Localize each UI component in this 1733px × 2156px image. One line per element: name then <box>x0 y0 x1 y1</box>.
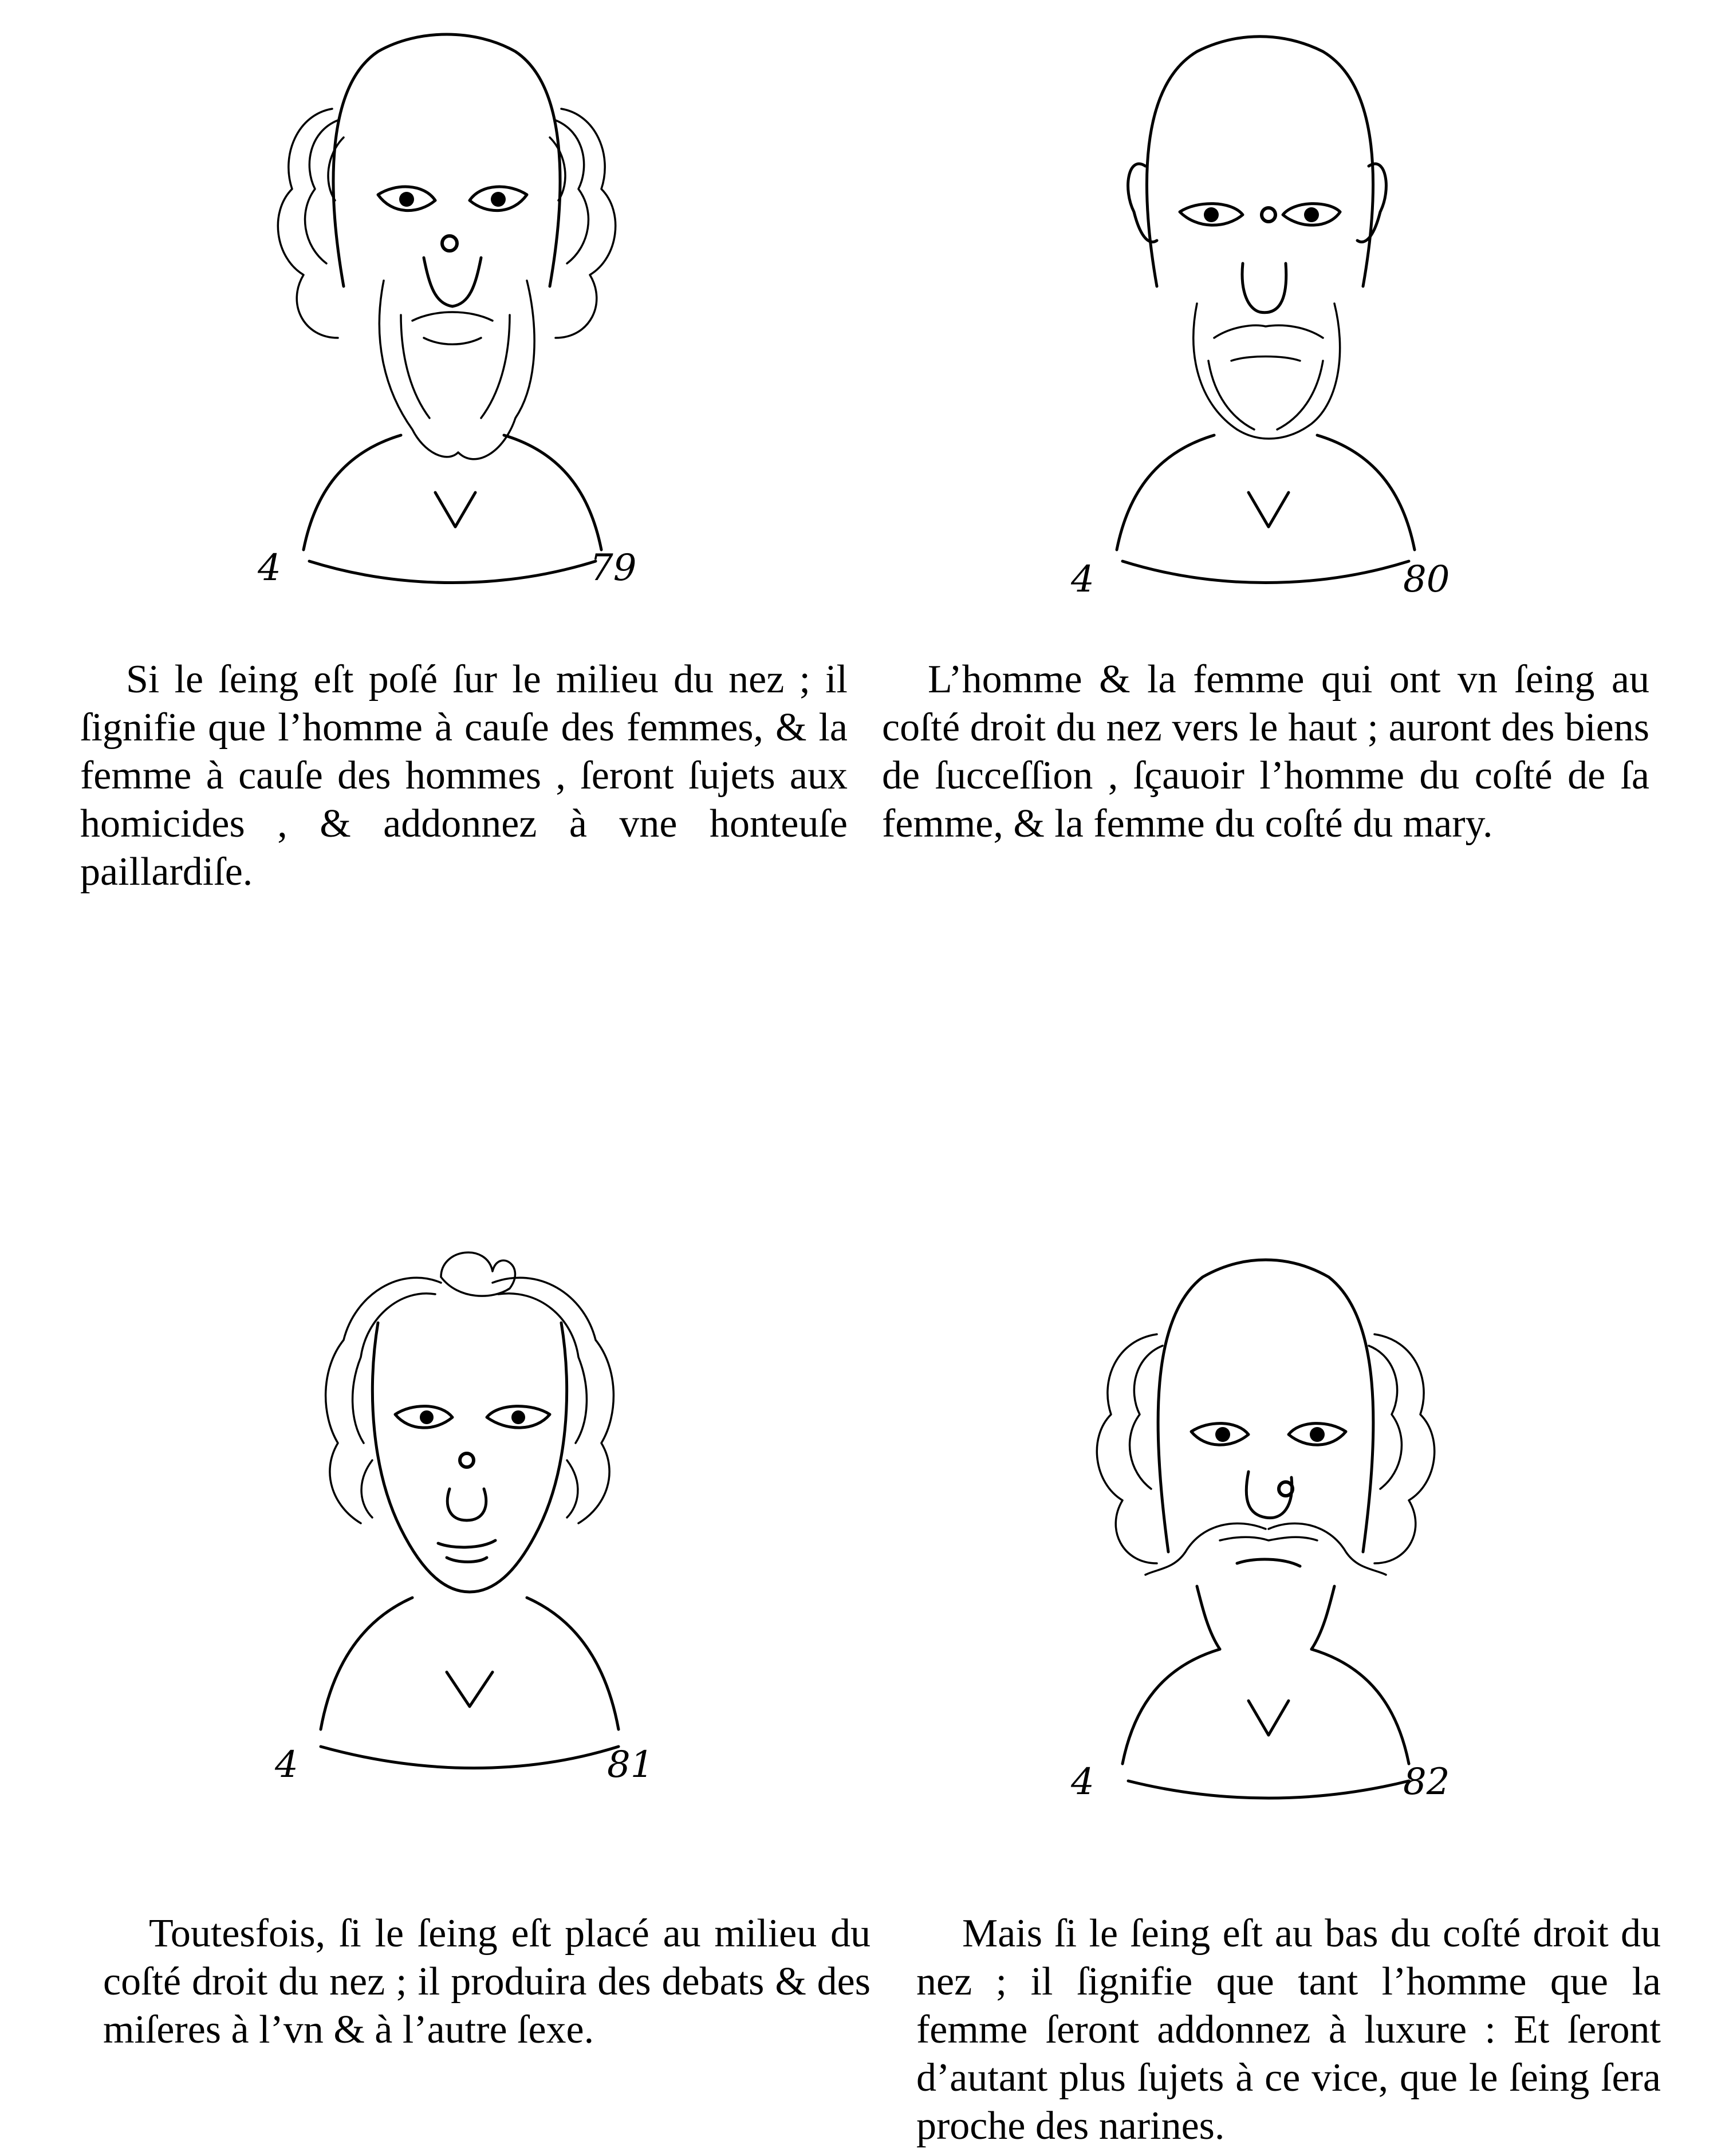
ear-left <box>1128 164 1157 242</box>
mustache <box>1145 1523 1386 1575</box>
plate-group-number: 4 <box>275 1744 298 1786</box>
bald-bearded-man-illustration <box>1042 17 1478 590</box>
curled-hair <box>326 1252 614 1523</box>
plate-number: 80 <box>1403 558 1450 601</box>
shoulders <box>304 435 401 550</box>
mole-mark <box>460 1453 474 1467</box>
bald-bearded-man-illustration <box>229 17 664 590</box>
young-woman-illustration <box>252 1231 687 1804</box>
plate-number: 79 <box>590 547 637 589</box>
plate-number: 81 <box>607 1744 654 1786</box>
bald-mustached-man-illustration <box>1048 1231 1483 1804</box>
head-outline <box>1147 37 1373 286</box>
plate-group-number: 4 <box>1071 1761 1094 1803</box>
head-outline <box>1158 1260 1373 1552</box>
woodcut-portrait-82 <box>1048 1231 1483 1804</box>
mole-mark <box>442 236 457 251</box>
beard <box>1194 304 1340 439</box>
shoulders <box>321 1598 412 1729</box>
woodcut-portrait-79 <box>229 17 664 590</box>
caption-80: L’homme & la femme qui ont vn ſeing au coſté droit du nez vers le haut ; auront des biens de ſucceſſion , ſçauoir l’homme du coſté de ſa femme, & la femme du coſté du mary. <box>882 657 1649 846</box>
caption-82: Mais ſi le ſeing eſt au bas du coſté droit du nez ; il ſignifie que tant l’homme que la femme ſeront addonnez à luxure : Et ſeront d’autant plus ſujets à ce vice, que le ſeing ſera proche des narines. <box>916 1911 1661 2148</box>
plate-group-number: 4 <box>1071 558 1094 601</box>
shoulders <box>1122 1649 1220 1764</box>
caption-79: Si le ſeing eſt poſé ſur le milieu du nez ; il ſignifie que l’homme à cauſe des femmes, & la femme à cauſe des hommes , ſeront ſujets aux homicides , & addonnez à vne honteuſe paillardiſe. <box>80 657 848 894</box>
mole-mark <box>1262 208 1275 222</box>
caption-81: Toutesfois, ſi le ſeing eſt placé au milieu du coſté droit du nez ; il produira des debats & des miſeres à l’vn & à l’autre ſexe. <box>103 1911 871 2052</box>
shoulders <box>1117 435 1214 550</box>
neck <box>1197 1586 1220 1649</box>
woodcut-portrait-81 <box>252 1231 687 1804</box>
plate-group-number: 4 <box>258 547 281 589</box>
plate-number: 82 <box>1403 1761 1450 1803</box>
woodcut-portrait-80 <box>1042 17 1478 601</box>
beard <box>379 281 534 459</box>
